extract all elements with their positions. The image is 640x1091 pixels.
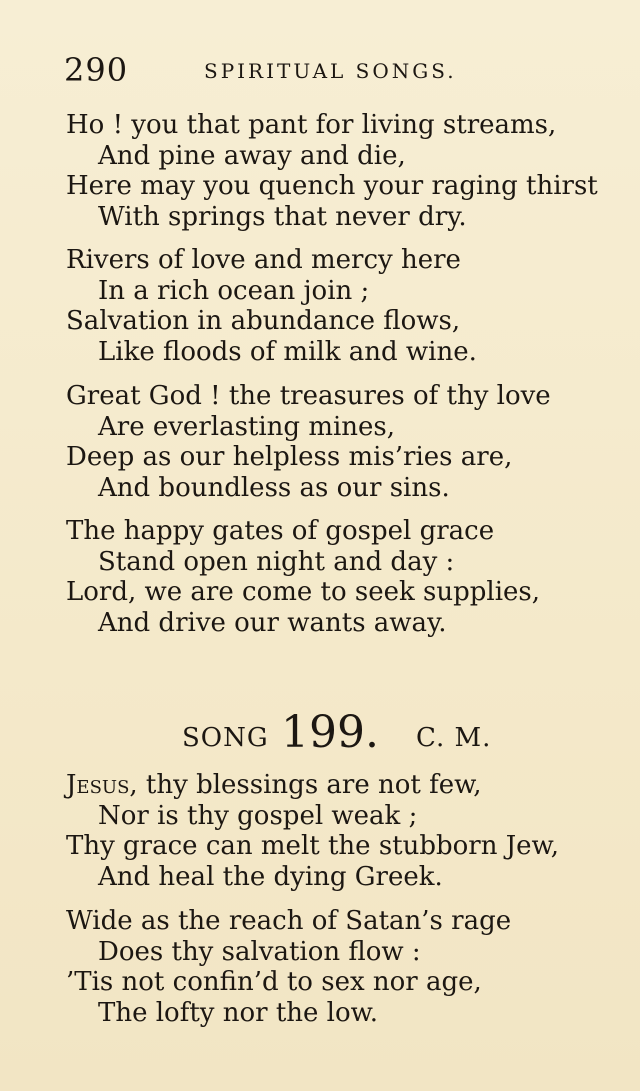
stanza-line: Ho ! you that pant for living streams, (66, 110, 557, 140)
stanza-line: Wide as the reach of Satan’s rage (66, 906, 512, 936)
stanza-line: Thy grace can melt the stubborn Jew, (66, 831, 559, 861)
stanza-line: Stand open night and day : (98, 546, 455, 577)
stanza-line: Deep as our helpless mis’ries are, (66, 442, 513, 472)
stanza-line: And heal the dying Greek. (98, 861, 443, 892)
page-header (64, 50, 474, 90)
song-stanza-2 (66, 906, 626, 1028)
stanza-line: And boundless as our sins. (98, 472, 450, 503)
stanza-line: Are everlasting mines, (98, 411, 396, 442)
stanza-line: With springs that never dry. (98, 201, 467, 232)
stanza-line: And drive our wants away. (98, 607, 447, 638)
page-number: 290 (64, 51, 129, 89)
stanza-line: In a rich ocean join ; (98, 275, 370, 306)
first-word: Jesus (66, 770, 130, 800)
stanza-line: And pine away and die, (98, 140, 406, 171)
stanza-2 (66, 245, 626, 367)
song-stanza-1 (66, 770, 626, 892)
stanza-line: The happy gates of gospel grace (66, 516, 495, 546)
stanza-line: The lofty nor the low. (98, 997, 379, 1028)
stanza-line: Rivers of love and mercy here (66, 245, 461, 275)
stanza-line: Great God ! the treasures of thy love (66, 381, 551, 411)
stanza-line: Like floods of milk and wine. (98, 336, 477, 367)
song-number: 199. (281, 707, 379, 758)
stanza-3 (66, 381, 626, 503)
stanza-line: Salvation in abundance flows, (66, 306, 461, 336)
stanza-first-line (66, 770, 626, 801)
stanza-line: Does thy salvation flow : (98, 936, 421, 967)
stanza-line: Here may you quench your raging thirst (66, 171, 598, 201)
song-label: SONG (182, 723, 269, 753)
stanza-1 (66, 110, 626, 232)
running-head: SPIRITUAL SONGS. (204, 59, 457, 83)
first-line-rest: , thy blessings are not few, (129, 770, 482, 800)
stanza-line: Nor is thy gospel weak ; (98, 800, 418, 831)
song-meter: C. M. (416, 723, 492, 753)
stanza-line: Lord, we are come to seek supplies, (66, 577, 541, 607)
stanza-line: ’Tis not confin’d to sex nor age, (66, 967, 482, 997)
stanza-4 (66, 516, 626, 638)
song-heading (182, 705, 542, 761)
